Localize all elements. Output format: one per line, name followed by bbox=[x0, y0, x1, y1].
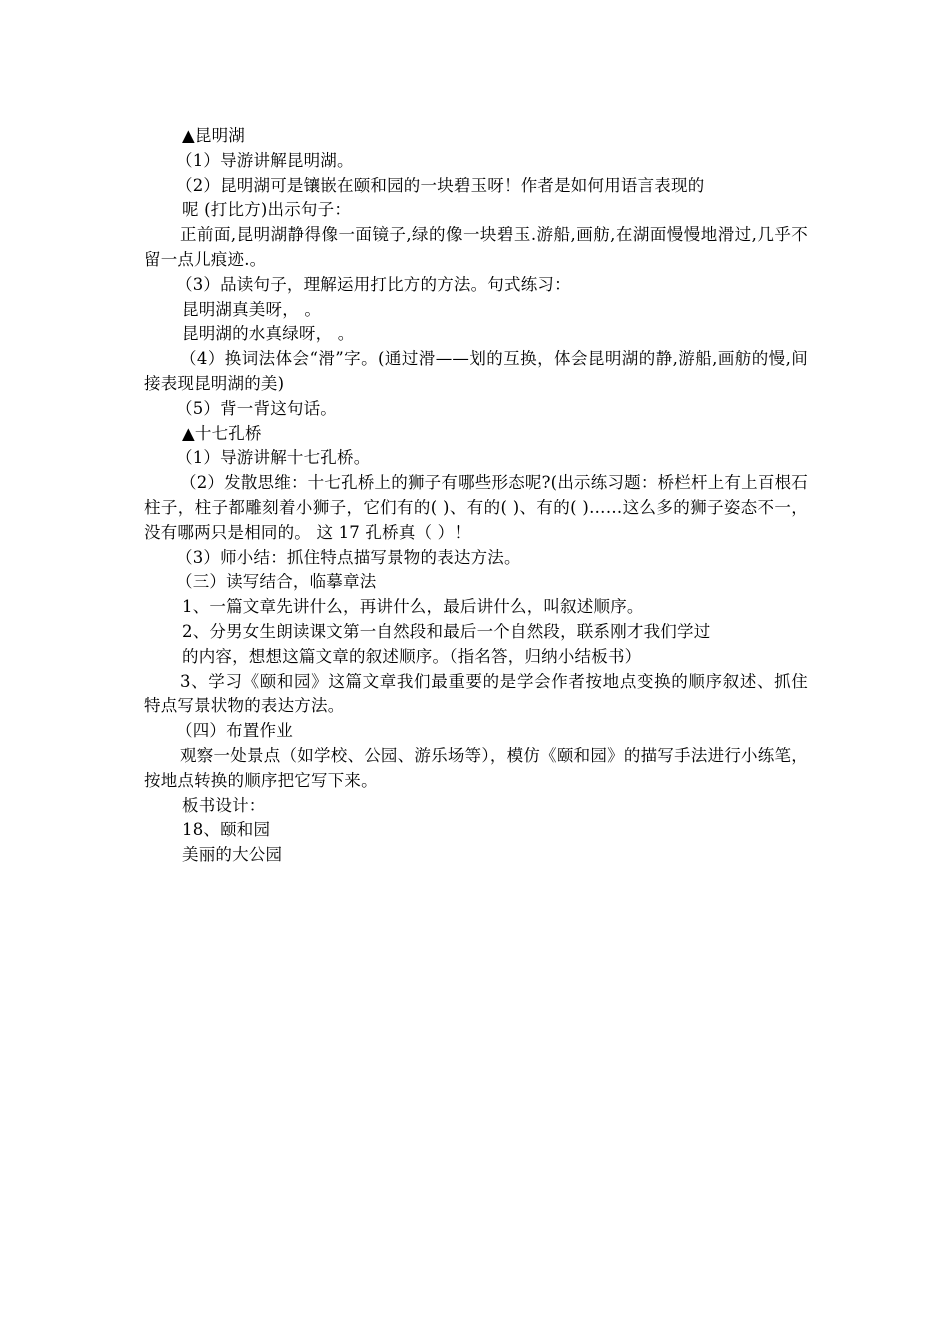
text-line: 1、一篇文章先讲什么，再讲什么，最后讲什么，叫叙述顺序。 bbox=[182, 597, 644, 617]
text-line: 的内容，想想这篇文章的叙述顺序。（指名答，归纳小结板书） bbox=[182, 646, 642, 666]
text-paragraph: 正前面,昆明湖静得像一面镜子,绿的像一块碧玉.游船,画舫,在湖面慢慢地滑过,几乎不留一点儿痕迹.。 bbox=[144, 225, 808, 269]
text-line: （3）品读句子，理解运用打比方的方法。句式练习： bbox=[176, 274, 571, 294]
heading-kunming-lake: ▲昆明湖 bbox=[182, 126, 245, 145]
text-line: 呢 (打比方)出示句子： bbox=[182, 200, 352, 220]
text-line: 板书设计： bbox=[182, 795, 266, 815]
text-line: （2）昆明湖可是镶嵌在颐和园的一块碧玉呀！作者是如何用语言表现的 bbox=[176, 175, 705, 195]
text-line: 18、颐和园 bbox=[182, 820, 271, 840]
section-heading: （四）布置作业 bbox=[176, 721, 293, 741]
text-paragraph: （4）换词法体会“滑”字。(通过滑——划的互换，体会昆明湖的静,游船,画舫的慢,间接表现昆明湖的美) bbox=[144, 349, 808, 393]
text-paragraph: （2）发散思维：十七孔桥上的狮子有哪些形态呢?(出示练习题：桥栏杆上有上百根石柱子，柱子都雕刻着小狮子，它们有的( )、有的( )、有的( )……这么多的狮子姿态不一，没有哪两只是相同的。 这 17 孔桥真（ ）！ bbox=[144, 473, 808, 542]
heading-seventeen-arch-bridge: ▲十七孔桥 bbox=[182, 423, 262, 443]
text-line: （1）导游讲解昆明湖。 bbox=[176, 150, 354, 170]
text-line: （3）师小结：抓住特点描写景物的表达方法。 bbox=[176, 547, 521, 567]
text-line: （5）背一背这句话。 bbox=[176, 398, 337, 418]
text-line: 昆明湖的水真绿呀， 。 bbox=[182, 324, 355, 344]
text-line: 美丽的大公园 bbox=[182, 845, 283, 865]
document-body bbox=[144, 124, 808, 868]
text-line: 昆明湖真美呀， 。 bbox=[182, 299, 322, 319]
text-line: 2、分男女生朗读课文第一自然段和最后一个自然段，联系刚才我们学过 bbox=[182, 621, 711, 641]
section-heading: （三）读写结合，临摹章法 bbox=[176, 572, 377, 592]
text-paragraph: 3、学习《颐和园》这篇文章我们最重要的是学会作者按地点变换的顺序叙述、抓住特点写景状物的表达方法。 bbox=[144, 671, 808, 716]
text-paragraph: 观察一处景点（如学校、公园、游乐场等），模仿《颐和园》的描写手法进行小练笔，按地点转换的顺序把它写下来。 bbox=[144, 745, 808, 790]
text-line: （1）导游讲解十七孔桥。 bbox=[176, 448, 371, 468]
